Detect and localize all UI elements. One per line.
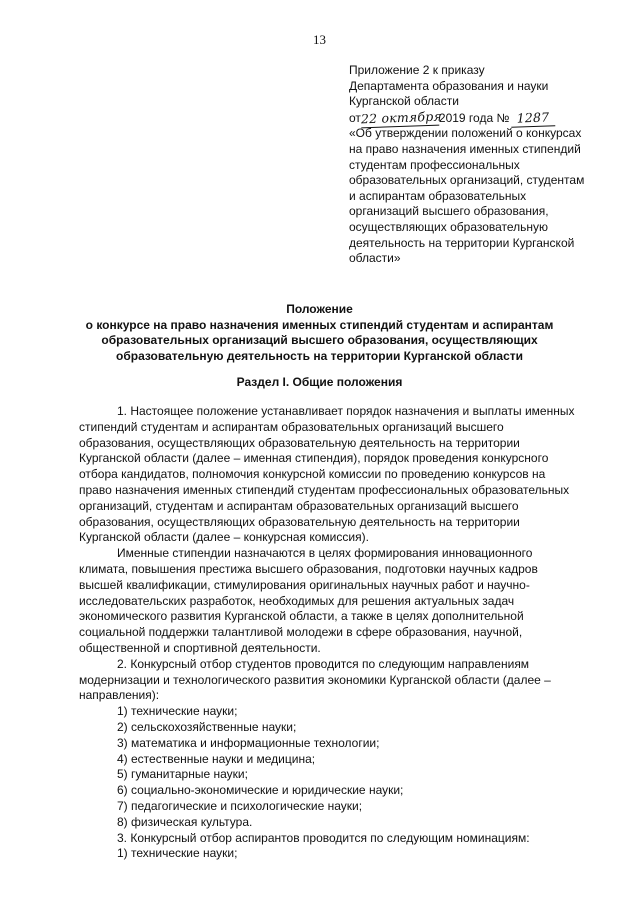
section-heading: Раздел I. Общие положения [236,375,403,389]
handwritten-order-number: 1287 [511,109,556,127]
paragraph-line: Курганской области (далее – именная стипендия), порядок проведения конкурсного [79,451,549,466]
paragraph-line: Именные стипендии назначаются в целях формирования инновационного [117,546,533,561]
handwritten-date: 22 октября [360,108,443,127]
title-line: образовательную деятельность на территории Курганской области [116,348,523,363]
list-item: 1) технические науки; [117,704,238,719]
paragraph-line: образования, осуществляющих образовательную деятельность на территории [79,435,520,450]
paragraph-4: 3. Конкурсный отбор аспирантов проводится по следующим номинациям: [117,830,530,845]
appendix-quote-line: области» [349,251,401,266]
appendix-quote-line: на право назначения именных стипендий [349,141,581,156]
order-date-line [349,110,611,127]
title-line: о конкурсе на право назначения именных стипендий студентам и аспирантам [85,317,554,332]
list-item: 4) естественные науки и медицина; [117,751,316,766]
appendix-line: Департамента образования и науки [349,78,549,93]
document-body [79,404,610,862]
paragraph-line: 1. Настоящее положение устанавливает порядок назначения и выплаты именных [117,404,575,418]
paragraph-line: образования, осуществляющих образовательную деятельность на территории [79,514,520,529]
paragraph-line: право назначения именных стипендий студентам профессиональных образовательных [79,482,570,497]
appendix-quote-line: и аспирантам образовательных [349,188,527,203]
paragraph-line: стипендий студентам и аспирантам образовательных организаций высшего [79,419,504,434]
appendix-quote-line: студентам профессиональных [349,157,520,172]
document-title [0,302,639,364]
list-item: 8) физическая культура. [117,814,253,829]
list-item: 2) сельскохозяйственные науки; [117,719,297,734]
paragraph-line: модернизации и технологического развития экономики Курганской области (далее – [79,672,551,687]
appendix-block [349,63,611,267]
paragraph-line: высшей квалификации, стимулирования оригинальных научных работ и научно- [79,577,530,592]
appendix-quote-line: деятельность на территории Курганской [349,235,575,250]
appendix-quote-line: «Об утверждении положений о конкурсах [349,126,582,141]
list-item: 6) социально-экономические и юридические науки; [117,783,404,798]
list-item: 1) технические науки; [117,846,238,861]
paragraph-3 [79,657,610,704]
paragraph-line: исследовательских разработок, необходимых для решения актуальных задач [79,593,515,608]
paragraph-line: 2. Конкурсный отбор студентов проводится по следующим направлениям [117,656,530,671]
paragraph-line: экономического развития Курганской области, а также в целях дополнительной [79,609,524,624]
page-number: 13 [313,32,326,47]
paragraph-2 [79,546,610,657]
appendix-quote-line: осуществляющих образовательную [349,219,549,234]
list-item: 5) гуманитарные науки; [117,767,248,782]
paragraph-1 [79,404,610,546]
directions-list [79,704,610,830]
paragraph-line: направления): [79,688,160,703]
paragraph-line: социальной поддержки талантливой молодежи в сфере образования, научной, [79,625,523,640]
appendix-quote-line: организаций высшего образования, [349,204,549,219]
title-heading: Положение [286,302,353,316]
appendix-line: Приложение 2 к приказу [349,63,485,77]
appendix-line: Курганской области [349,94,459,109]
paragraph-line: климата, повышения престижа высшего образования, подготовки научных кадров [79,561,538,576]
paragraph-line: организаций, студентам и аспирантам образовательных организаций высшего [79,498,519,513]
list-item: 3) математика и информационные технологии; [117,735,380,750]
paragraph-line: Курганской области (далее – конкурсная комиссия). [79,530,369,545]
title-line: образовательных организаций высшего образования, осуществляющих [101,333,538,348]
year-text: 2019 года № [438,110,510,125]
from-label: от [349,110,361,125]
list-item: 7) педагогические и психологические науки; [117,798,363,813]
appendix-quote-line: образовательных организаций, студентам [349,173,585,188]
paragraph-line: общественной и спортивной деятельности. [79,640,321,655]
paragraph-line: отбора кандидатов, полномочия конкурсной комиссии по проведению конкурсов на [79,467,546,482]
